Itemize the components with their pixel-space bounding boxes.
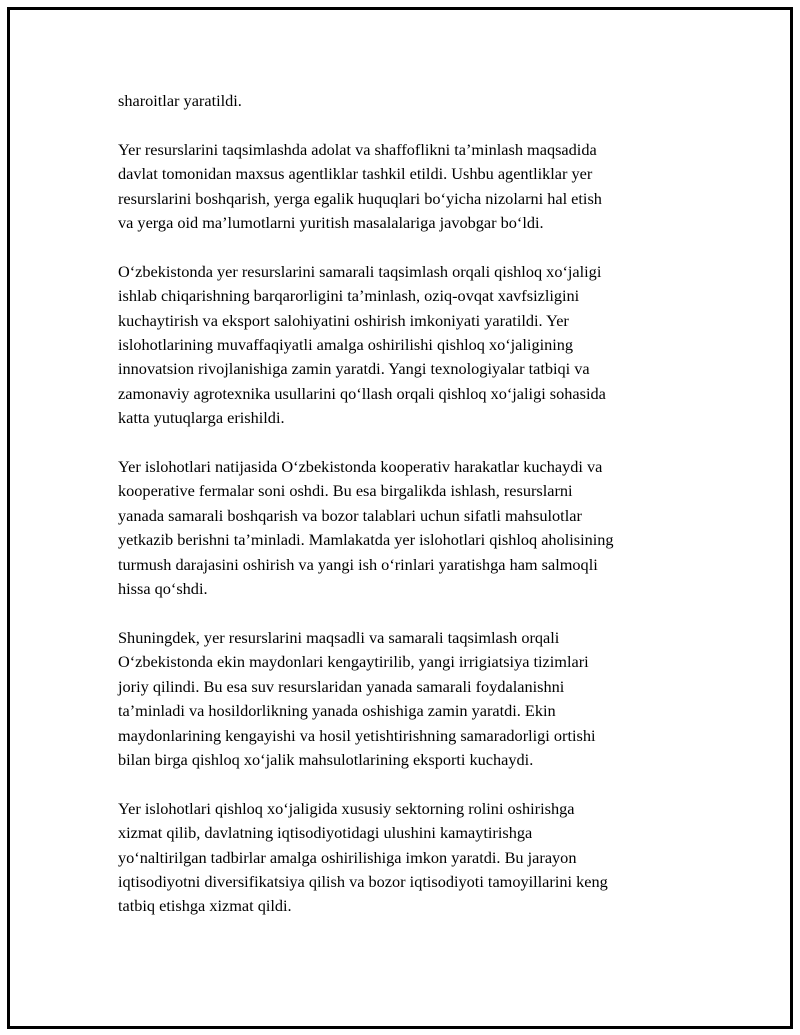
text-line: Shuningdek, yer resurslarini maqsadli va samarali taqsimlash orqali bbox=[118, 627, 560, 647]
text-line: tatbiq etishga xizmat qildi. bbox=[118, 896, 292, 916]
paragraph bbox=[118, 626, 690, 772]
paragraph bbox=[118, 455, 690, 601]
text-line: joriy qilindi. Bu esa suv resurslaridan yanada samarali foydalanishni bbox=[118, 676, 565, 696]
text-line: yetkazib berishni ta’minladi. Mamlakatda yer islohotlari qishloq aholisining bbox=[118, 530, 614, 550]
document-body bbox=[118, 89, 690, 943]
text-line: davlat tomonidan maxsus agentliklar tashkil etildi. Ushbu agentliklar yer bbox=[118, 164, 593, 184]
text-line: katta yutuqlarga erishildi. bbox=[118, 408, 285, 428]
text-line: O‘zbekistonda ekin maydonlari kengaytirilib, yangi irrigiatsiya tizimlari bbox=[118, 652, 589, 672]
text-line: yo‘naltirilgan tadbirlar amalga oshirilishiga imkon yaratdi. Bu jarayon bbox=[118, 847, 577, 867]
text-line: turmush darajasini oshirish va yangi ish o‘rinlari yaratishga ham salmoqli bbox=[118, 554, 598, 574]
text-line: yanada samarali boshqarish va bozor talablari uchun sifatli mahsulotlar bbox=[118, 505, 582, 525]
text-line: kooperative fermalar soni oshdi. Bu esa birgalikda ishlash, resurslarni bbox=[118, 481, 573, 501]
text-line: hissa qo‘shdi. bbox=[118, 579, 208, 599]
text-line: Yer islohotlari natijasida O‘zbekistonda kooperativ harakatlar kuchaydi va bbox=[118, 457, 603, 477]
paragraph bbox=[118, 260, 690, 431]
text-line: xizmat qilib, davlatning iqtisodiyotidagi ulushini kamaytirishga bbox=[118, 823, 533, 843]
text-line: va yerga oid ma’lumotlarni yuritish masalalariga javobgar bo‘ldi. bbox=[118, 213, 544, 233]
text-line: bilan birga qishloq xo‘jalik mahsulotlarining eksporti kuchaydi. bbox=[118, 749, 534, 769]
paragraph bbox=[118, 89, 690, 113]
text-line: O‘zbekistonda yer resurslarini samarali taqsimlash orqali qishloq xo‘jaligi bbox=[118, 261, 602, 281]
text-line: iqtisodiyotni diversifikatsiya qilish va bozor iqtisodiyoti tamoyillarini keng bbox=[118, 871, 608, 891]
text-line: maydonlarining kengayishi va hosil yetishtirishning samaradorligi ortishi bbox=[118, 725, 596, 745]
paragraph bbox=[118, 797, 690, 919]
text-line: innovatsion rivojlanishiga zamin yaratdi. Yangi texnologiyalar tatbiqi va bbox=[118, 359, 590, 379]
text-line: islohotlarining muvaffaqiyatli amalga oshirilishi qishloq xo‘jaligining bbox=[118, 335, 574, 355]
text-line: Yer resurslarini taqsimlashda adolat va shaffoflikni ta’minlash maqsadida bbox=[118, 139, 597, 159]
text-line: kuchaytirish va eksport salohiyatini oshirish imkoniyati yaratildi. Yer bbox=[118, 310, 569, 330]
text-line: Yer islohotlari qishloq xo‘jaligida xususiy sektorning rolini oshirishga bbox=[118, 798, 575, 818]
text-line: resurslarini boshqarish, yerga egalik huquqlari bo‘yicha nizolarni hal etish bbox=[118, 188, 602, 208]
text-line: ishlab chiqarishning barqarorligini ta’minlash, oziq-ovqat xavfsizligini bbox=[118, 286, 580, 306]
text-line: zamonaviy agrotexnika usullarini qo‘llash orqali qishloq xo‘jaligi sohasida bbox=[118, 383, 606, 403]
paragraph bbox=[118, 138, 690, 236]
text-line: sharoitlar yaratildi. bbox=[118, 91, 242, 110]
text-line: ta’minladi va hosildorlikning yanada oshishiga zamin yaratdi. Ekin bbox=[118, 701, 556, 721]
